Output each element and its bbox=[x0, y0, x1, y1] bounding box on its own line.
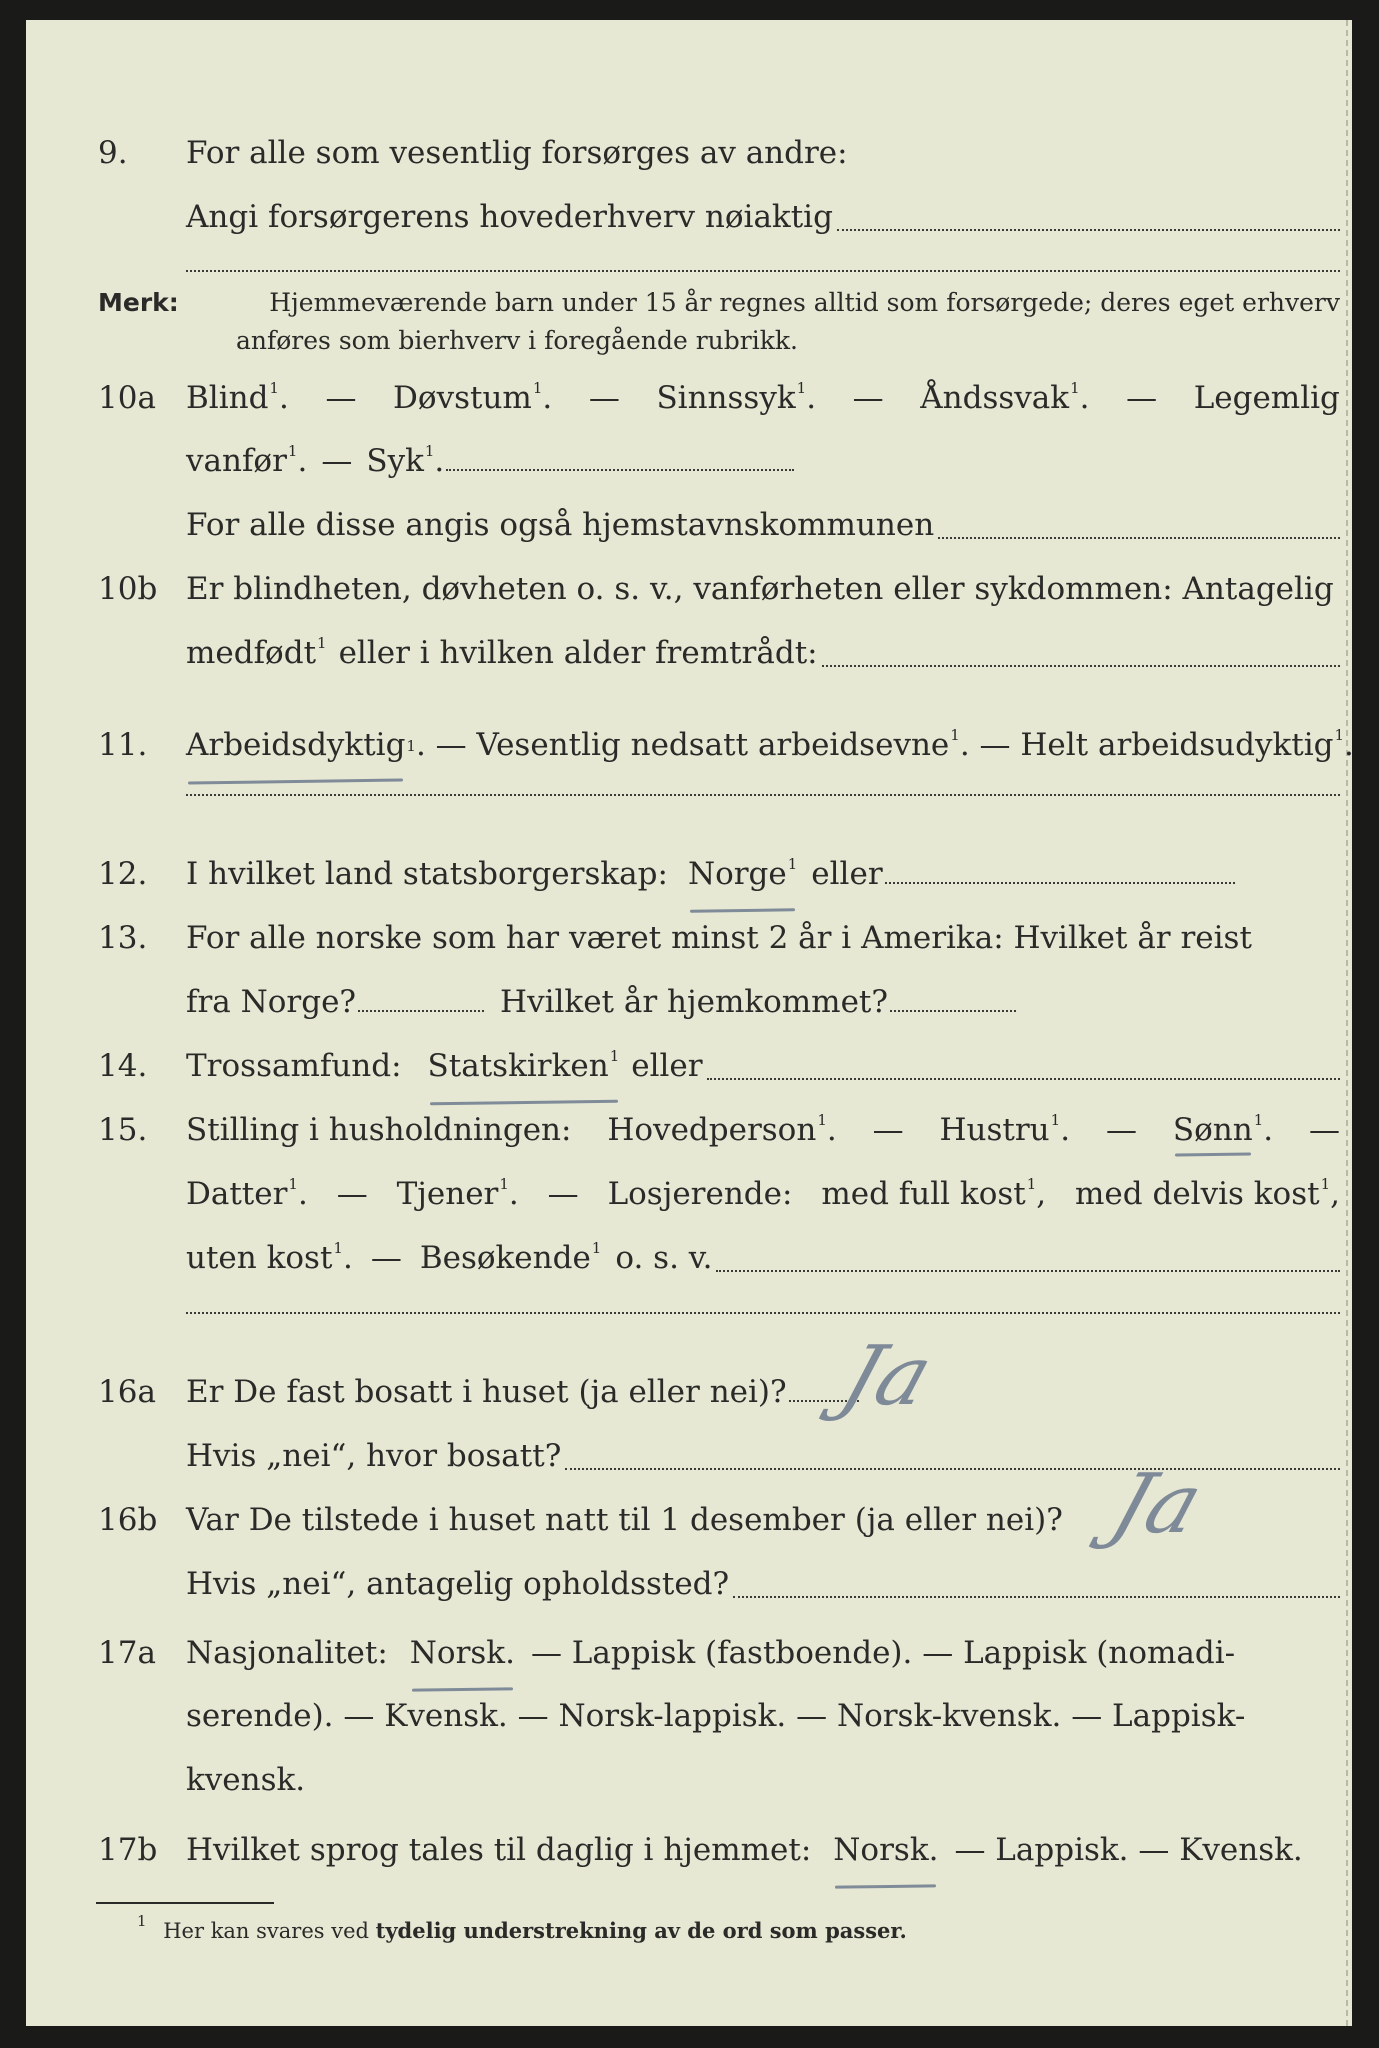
q10a-line2 bbox=[26, 431, 1352, 491]
option-syk[interactable]: Syk$^1$. bbox=[366, 441, 445, 479]
q11-number: 11. bbox=[98, 727, 148, 763]
q15-line3 bbox=[26, 1228, 1352, 1288]
option-uten-kost[interactable]: uten kost$^1$. bbox=[186, 1238, 353, 1276]
option-tjener[interactable]: Tjener$^1$. bbox=[396, 1174, 519, 1212]
q9-line1 bbox=[26, 123, 1352, 183]
q10b-number: 10b bbox=[98, 571, 158, 607]
q17b-options: — Lappisk. — Kvensk. bbox=[954, 1832, 1303, 1868]
q17b-number: 17b bbox=[98, 1832, 158, 1868]
q16b-number: 16b bbox=[98, 1502, 158, 1538]
option-delvis-kost[interactable]: med delvis kost$^1$, bbox=[1075, 1174, 1340, 1212]
dash: — bbox=[321, 443, 353, 479]
q15-answer-field[interactable] bbox=[716, 1270, 1340, 1272]
option-dovstum[interactable]: Døvstum$^1$. bbox=[393, 378, 553, 416]
bosatt-field[interactable] bbox=[565, 1468, 1340, 1470]
q12-line bbox=[26, 844, 1352, 904]
q13-line1 bbox=[26, 908, 1352, 968]
option-medfodt[interactable]: medfødt$^1$ bbox=[186, 633, 327, 671]
q10b-text2: eller i hvilken alder fremtrådt: bbox=[338, 635, 818, 671]
q10a-line1 bbox=[26, 368, 1352, 428]
q10a-answer-field[interactable] bbox=[446, 469, 794, 471]
q17a-options1: — Lappisk (fastboende). — Lappisk (nomadi- bbox=[530, 1635, 1236, 1671]
hjemstavnskommune-field[interactable] bbox=[938, 537, 1340, 539]
option-sonn[interactable]: Sønn$^1$. bbox=[1172, 1110, 1274, 1148]
option-hustru[interactable]: Hustru$^1$. bbox=[939, 1110, 1071, 1148]
q16b-text1: Var De tilstede i huset natt til 1 desember (ja eller nei)? bbox=[186, 1502, 1063, 1538]
merk-text1: Hjemmeværende barn under 15 år regnes alltid som forsørgede; deres eget erhverv bbox=[269, 288, 1340, 317]
q10b-line2 bbox=[26, 623, 1352, 683]
q13-text1: For alle norske som har været minst 2 år i Amerika: Hvilket år reist bbox=[186, 920, 1252, 956]
q9-text2: Angi forsørgerens hovederhverv nøiaktig bbox=[186, 199, 833, 235]
q16a-number: 16a bbox=[98, 1374, 156, 1410]
q12-number: 12. bbox=[98, 856, 148, 892]
q15-osv: o. s. v. bbox=[615, 1240, 713, 1276]
option-besokende[interactable]: Besøkende$^1$ bbox=[419, 1238, 602, 1276]
q10a-text3: For alle disse angis også hjemstavnskommunen bbox=[186, 507, 935, 543]
q17a-options2: serende). — Kvensk. — Norsk-lappisk. — Norsk-kvensk. — Lappisk- bbox=[186, 1698, 1246, 1734]
q13-number: 13. bbox=[98, 920, 148, 956]
q15-stilling: Stilling i husholdningen: bbox=[186, 1112, 572, 1148]
q15-line1 bbox=[26, 1100, 1352, 1160]
merk-text2: anføres som bierhverv i foregående rubrikk. bbox=[236, 326, 798, 355]
q14-eller: eller bbox=[631, 1048, 703, 1084]
q15-line2 bbox=[26, 1164, 1352, 1224]
q11-answer-field[interactable] bbox=[186, 794, 1340, 796]
q16a-line1 bbox=[26, 1362, 1352, 1422]
q10b-text1: Er blindheten, døvheten o. s. v., vanførheten eller sykdommen: Antagelig bbox=[186, 571, 1334, 607]
q10b-line1 bbox=[26, 559, 1352, 619]
footnote-rule bbox=[96, 1902, 274, 1904]
dash: — bbox=[852, 380, 884, 416]
q10a-line3 bbox=[26, 495, 1352, 555]
footnote-text: Her kan svares ved bbox=[163, 1919, 369, 1943]
option-hovedperson[interactable]: Hovedperson$^1$. bbox=[607, 1110, 837, 1148]
q14-line bbox=[26, 1036, 1352, 1096]
q11-line: 11. Arbeidsdyktig $^1$ . — Vesentlig nedsatt arbeidsevne$^1$ . — Helt arbeidsudyktig$^1$. bbox=[26, 715, 1352, 775]
q16b-line2 bbox=[26, 1554, 1352, 1614]
dash: — bbox=[336, 1176, 368, 1212]
q10a-number: 10a bbox=[98, 380, 156, 416]
q13-fra-norge: fra Norge? bbox=[186, 984, 357, 1020]
option-norsk[interactable]: Norsk. bbox=[410, 1623, 515, 1683]
option-statskirken[interactable]: Statskirken$^1$ bbox=[428, 1036, 620, 1096]
q10b-answer-field[interactable] bbox=[822, 665, 1340, 667]
footnote-bold-text: tydelig understrekning av de ord som passer. bbox=[375, 1918, 907, 1943]
merk-note bbox=[98, 284, 1340, 360]
q14-number: 14. bbox=[98, 1048, 148, 1084]
q9-number: 9. bbox=[98, 135, 128, 171]
option-helt-arbeidsudyktig[interactable]: . — Helt arbeidsudyktig$^1$. bbox=[959, 725, 1354, 763]
q17b-line bbox=[26, 1820, 1352, 1880]
q9-answer-field-2[interactable] bbox=[186, 270, 1340, 272]
q12-text: I hvilket land statsborgerskap: bbox=[186, 856, 668, 892]
census-form-page bbox=[26, 20, 1352, 2026]
q16a-text2: Hvis „nei“, hvor bosatt? bbox=[186, 1438, 562, 1474]
dash: — bbox=[588, 380, 620, 416]
q15-answer-field-2[interactable] bbox=[186, 1312, 1340, 1314]
q15-number: 15. bbox=[98, 1112, 148, 1148]
q17a-nasjonalitet: Nasjonalitet: bbox=[186, 1635, 388, 1671]
dash: — bbox=[1126, 380, 1158, 416]
q12-eller: eller bbox=[811, 856, 883, 892]
q17b-text: Hvilket sprog tales til daglig i hjemmet: bbox=[186, 1832, 812, 1868]
option-sinnssyk[interactable]: Sinnssyk$^1$. bbox=[656, 378, 817, 416]
q14-answer-field[interactable] bbox=[707, 1078, 1340, 1080]
option-blind[interactable]: Blind$^1$. bbox=[186, 378, 289, 416]
q9-line2 bbox=[26, 187, 1352, 247]
q17a-number: 17a bbox=[98, 1635, 156, 1671]
q17a-line1 bbox=[26, 1623, 1352, 1683]
q13-line2 bbox=[26, 972, 1352, 1032]
q9-text1: For alle som vesentlig forsørges av andre: bbox=[186, 135, 848, 171]
merk-label: Merk: bbox=[98, 288, 179, 317]
dash: — bbox=[872, 1112, 904, 1148]
reist-year-field[interactable] bbox=[358, 1010, 484, 1012]
hjemkommet-year-field[interactable] bbox=[890, 1010, 1016, 1012]
dash: — bbox=[1308, 1112, 1340, 1148]
q17a-line3 bbox=[26, 1750, 1352, 1810]
dash: — bbox=[1105, 1112, 1137, 1148]
option-vesentlig-nedsatt[interactable]: . — Vesentlig nedsatt arbeidsevne$^1$ bbox=[415, 725, 960, 763]
option-sprog-norsk[interactable]: Norsk. bbox=[833, 1820, 938, 1880]
q9-answer-field[interactable] bbox=[837, 229, 1340, 231]
q16a-text1: Er De fast bosatt i huset (ja eller nei)? bbox=[186, 1374, 787, 1410]
option-norge[interactable]: Norge$^1$ bbox=[688, 844, 797, 904]
option-legemlig[interactable]: Legemlig bbox=[1193, 380, 1340, 416]
footnote bbox=[136, 1912, 907, 1946]
option-arbeidsdyktig[interactable]: Arbeidsdyktig bbox=[186, 715, 405, 775]
option-vanfor[interactable]: vanfør$^1$. bbox=[186, 441, 308, 479]
option-datter[interactable]: Datter$^1$. bbox=[186, 1174, 308, 1212]
option-andssvak[interactable]: Åndssvak$^1$. bbox=[920, 378, 1090, 416]
option-full-kost[interactable]: med full kost$^1$, bbox=[821, 1174, 1047, 1212]
q14-text: Trossamfund: bbox=[186, 1048, 402, 1084]
q16b-text2: Hvis „nei“, antagelig opholdssted? bbox=[186, 1566, 730, 1602]
dash: — bbox=[370, 1240, 402, 1276]
q16b-handwritten-answer: Ja bbox=[1100, 1457, 1214, 1552]
q12-answer-field[interactable] bbox=[885, 882, 1235, 884]
q15-losjerende: Losjerende: bbox=[607, 1176, 793, 1212]
dash: — bbox=[325, 380, 357, 416]
footnote-mark: 1 bbox=[137, 1912, 147, 1930]
dash: — bbox=[547, 1176, 579, 1212]
q13-hjemkommet: Hvilket år hjemkommet? bbox=[500, 984, 889, 1020]
opholdssted-field[interactable] bbox=[733, 1596, 1340, 1598]
q17a-line2 bbox=[26, 1686, 1352, 1746]
q16a-handwritten-answer: Ja bbox=[830, 1329, 944, 1424]
q17a-options3: kvensk. bbox=[186, 1762, 306, 1798]
